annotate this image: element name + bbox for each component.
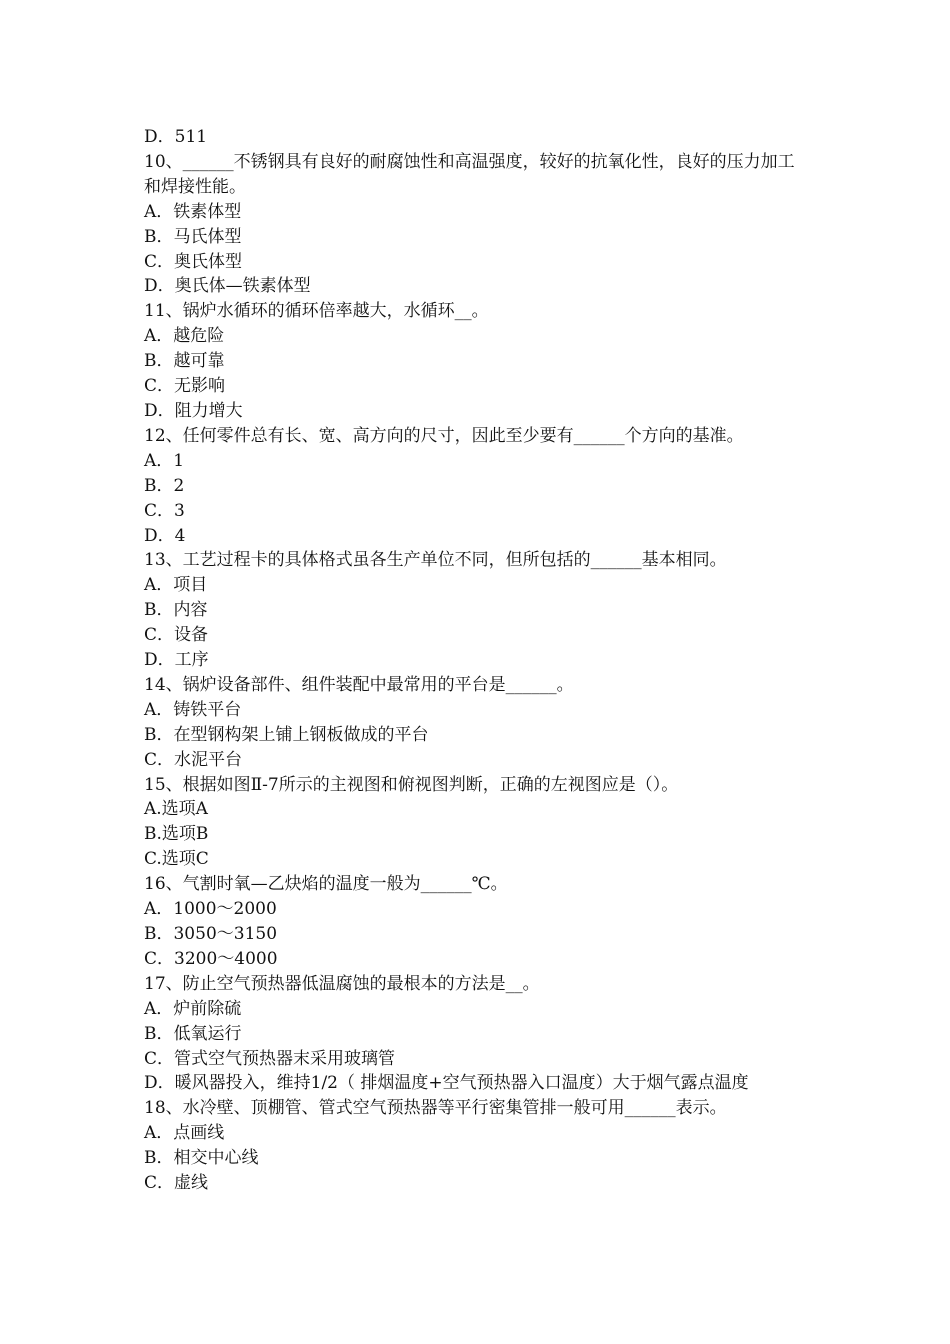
question-14: 14、锅炉设备部件、组件装配中最常用的平台是______。 (144, 674, 574, 695)
option-c: C．3 (144, 500, 185, 521)
option-a: A．炉前除硫 (144, 998, 242, 1019)
option-c: C．设备 (144, 625, 209, 646)
option-c: C．奥氏体型 (144, 251, 243, 272)
option-c: C．3200～4000 (144, 948, 278, 969)
question-17: 17、防止空气预热器低温腐蚀的最根本的方法是__。 (144, 973, 540, 994)
option-a: A．项目 (144, 575, 208, 596)
option-d: D．511 (144, 127, 208, 147)
option-d: D．阻力增大 (144, 400, 243, 421)
option-a: A．1000～2000 (144, 899, 277, 920)
document-page (144, 125, 810, 1196)
option-d: D．4 (144, 525, 186, 546)
question-15: 15、根据如图Ⅱ-7所示的主视图和俯视图判断，正确的左视图应是（）。 (144, 774, 679, 795)
option-a: A.选项A (144, 799, 208, 820)
option-a: A．越危险 (144, 326, 225, 347)
option-a: A．铸铁平台 (144, 699, 242, 720)
option-d: D．工序 (144, 650, 209, 671)
option-b: B.选项B (144, 824, 209, 845)
option-a: A．点画线 (144, 1123, 225, 1144)
option-b: B．在型钢构架上铺上钢板做成的平台 (144, 724, 429, 745)
option-b: B．2 (144, 475, 185, 496)
option-b: B．越可靠 (144, 351, 225, 372)
option-c: C．水泥平台 (144, 749, 243, 770)
option-c: C．管式空气预热器末采用玻璃管 (144, 1048, 396, 1069)
option-d: D．暖风器投入，维持1/2（ 排烟温度+空气预热器入口温度）大于烟气露点温度 (144, 1073, 749, 1094)
option-b: B．低氧运行 (144, 1023, 242, 1044)
option-b: B．马氏体型 (144, 226, 242, 247)
question-12: 12、任何零件总有长、宽、高方向的尺寸，因此至少要有______个方向的基准。 (144, 425, 744, 446)
option-a: A．1 (144, 450, 185, 471)
option-b: B．相交中心线 (144, 1148, 259, 1169)
option-d: D．奥氏体—铁素体型 (144, 276, 311, 297)
question-18: 18、水冷壁、顶棚管、管式空气预热器等平行密集管排一般可用______表示。 (144, 1098, 727, 1119)
option-a: A．铁素体型 (144, 201, 242, 222)
option-c: C．虚线 (144, 1173, 209, 1194)
option-c: C.选项C (144, 849, 209, 870)
option-b: B．3050～3150 (144, 924, 278, 944)
question-13: 13、工艺过程卡的具体格式虽各生产单位不同，但所包括的______基本相同。 (144, 550, 727, 571)
question-16: 16、气割时氧—乙炔焰的温度一般为______℃。 (144, 874, 508, 895)
question-10: 10、______不锈钢具有良好的耐腐蚀性和高温强度，较好的抗氧化性，良好的压力加工和焊接性能。 (144, 151, 795, 197)
question-11: 11、锅炉水循环的循环倍率越大，水循环__。 (144, 301, 489, 322)
option-b: B．内容 (144, 600, 208, 621)
option-c: C．无影响 (144, 376, 226, 397)
